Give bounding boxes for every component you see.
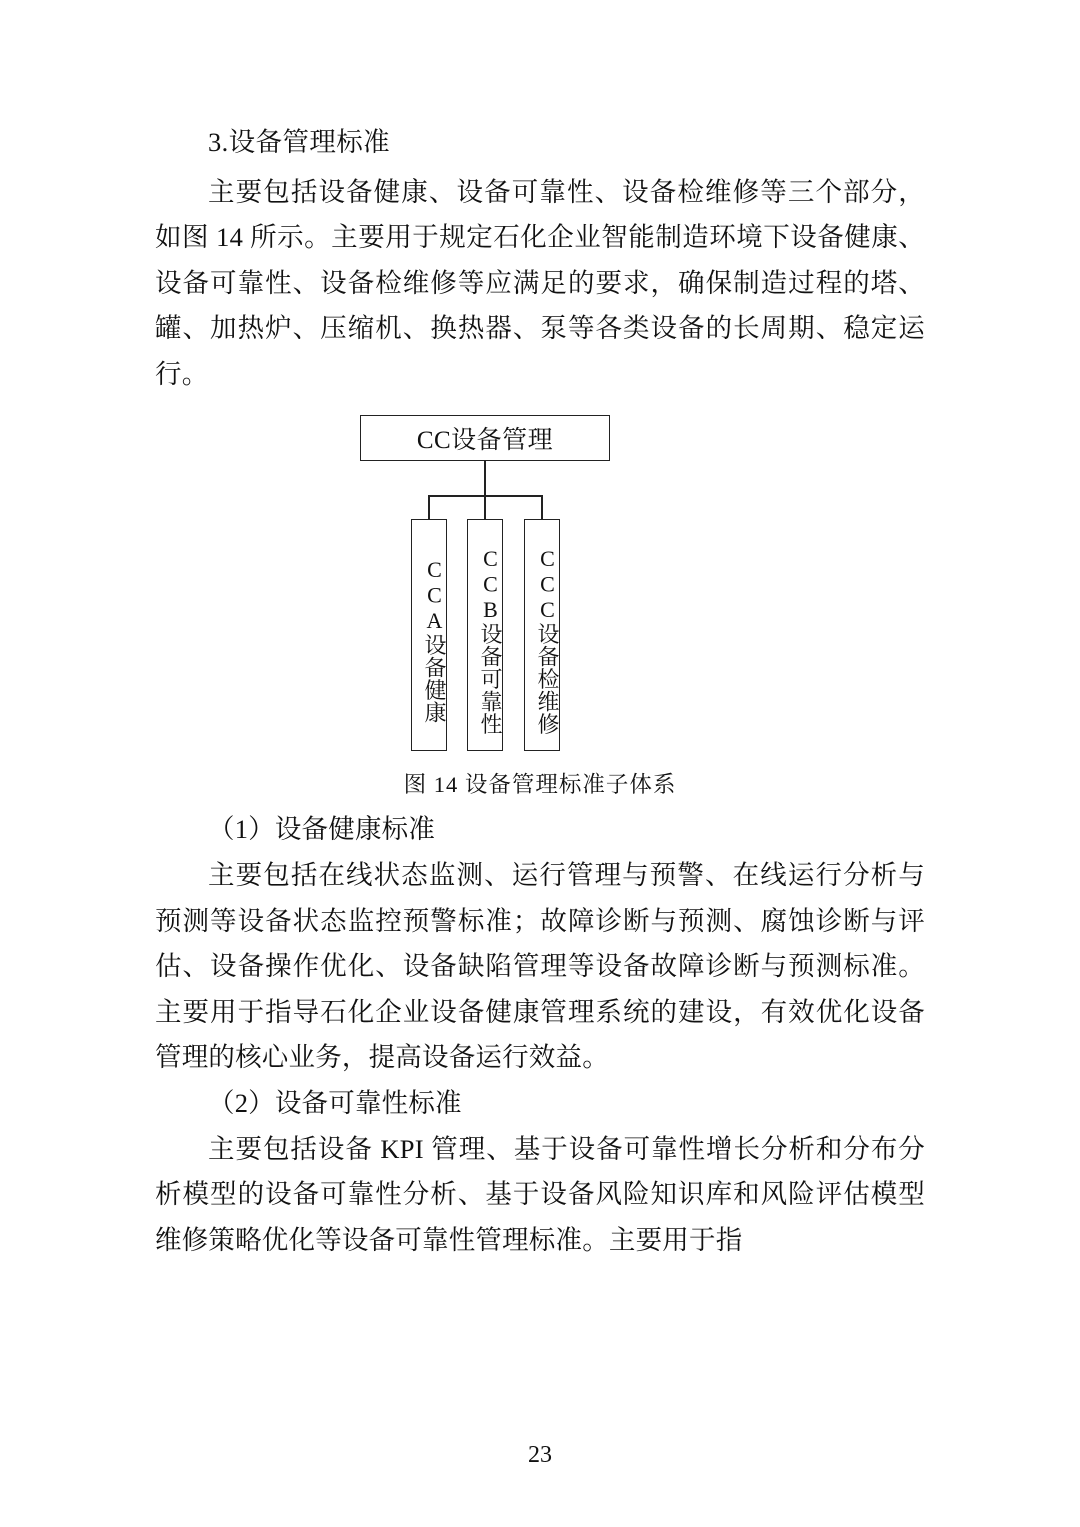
figure-caption: 图 14 设备管理标准子体系 bbox=[403, 772, 677, 798]
connector-drop-2 bbox=[484, 495, 486, 519]
figure-root-node: CC设备管理 bbox=[360, 415, 610, 461]
connector-drop-1 bbox=[428, 495, 430, 519]
connector-drop-3 bbox=[541, 495, 543, 519]
figure-leaf-ccb bbox=[467, 519, 503, 751]
figure-leaf-ccc bbox=[524, 519, 560, 751]
paragraph-1: 主要包括设备健康、设备可靠性、设备检维修等三个部分，如图 14 所示。主要用于规定石化企业智能制造环境下设备健康、设备可靠性、设备检维修等应满足的要求，确保制造过程的塔、罐、加热炉、压缩机、换热器、泵等各类设备的长周期、稳定运行。 bbox=[155, 176, 925, 389]
section-heading: 3.设备管理标准 bbox=[208, 127, 391, 157]
paragraph-2: （1）设备健康标准 bbox=[208, 814, 436, 845]
page-number: 23 bbox=[528, 1442, 552, 1468]
connector-root-stem bbox=[484, 461, 486, 495]
figure-leaf-cca-text: CCA设备健康 bbox=[422, 557, 447, 724]
paragraph-3: 主要包括在线状态监测、运行管理与预警、在线运行分析与预测等设备状态监控预警标准；故障诊断与预测、腐蚀诊断与评估、设备操作优化、设备缺陷管理等设备故障诊断与预测标准。主要用于指导石化企业设备健康管理系统的建设，有效优化设备管理的核心业务，提高设备运行效益。 bbox=[155, 860, 925, 1073]
figure-leaf-ccc-text: CCC设备检维修 bbox=[535, 545, 560, 735]
paragraph-5: 主要包括设备 KPI 管理、基于设备可靠性增长分析和分布分析模型的设备可靠性分析、基于设备风险知识库和风险评估模型维修策略优化等设备可靠性管理标准。主要用于指 bbox=[155, 1133, 925, 1255]
figure-14 bbox=[155, 407, 925, 807]
paragraph-4: （2）设备可靠性标准 bbox=[208, 1087, 462, 1118]
figure-leaf-ccb-text: CCB设备可靠性 bbox=[478, 545, 503, 735]
figure-leaf-cca bbox=[411, 519, 447, 751]
